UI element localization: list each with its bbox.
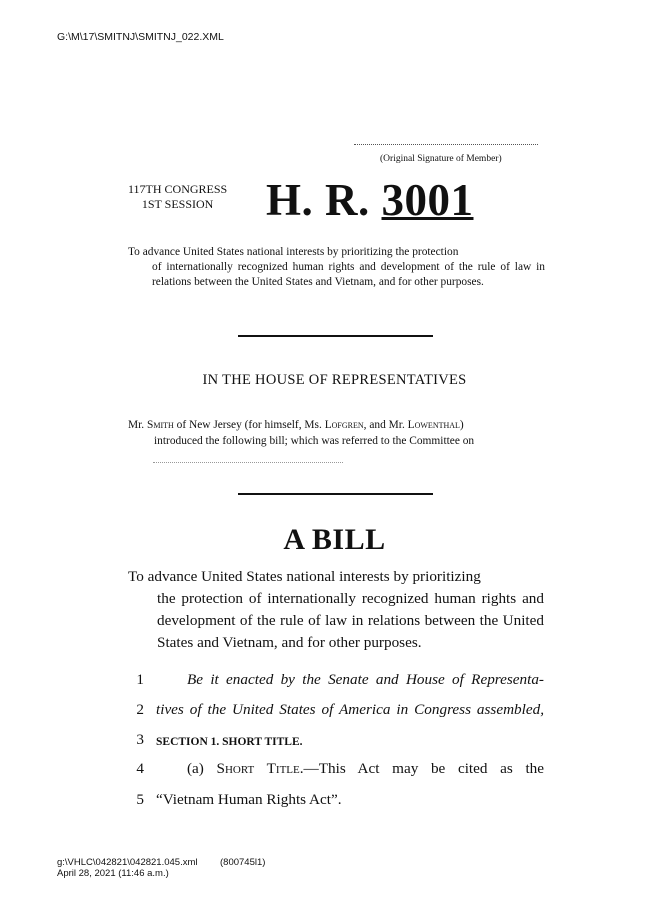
signature-label: (Original Signature of Member) xyxy=(380,154,502,164)
house-heading: IN THE HOUSE OF REPRESENTATIVES xyxy=(202,372,467,388)
bill-prefix: H. R. xyxy=(266,175,370,225)
congress-session-block xyxy=(128,182,227,212)
sponsor-name: Smith xyxy=(147,419,174,431)
cosponsor-name: Lowenthal xyxy=(407,419,460,431)
bill-purpose xyxy=(128,566,544,654)
footer-date: April 28, 2021 (11:46 a.m.) xyxy=(57,868,169,879)
caption-rest: of internationally recognized human rights and development of the rule of law in relations between the United States and Vietnam, and for other purposes. xyxy=(152,261,545,288)
footer-job-id: (800745l1) xyxy=(220,857,266,868)
committee-blank-line xyxy=(153,462,343,463)
caption-line-1: To advance United States national interests by prioritizing the protection xyxy=(128,246,459,258)
file-path-header: G:\M\17\SMITNJ\SMITNJ_022.XML xyxy=(57,31,224,43)
line-text: (a) Short Title.—This Act may be cited as the xyxy=(187,760,545,777)
line-number: 2 xyxy=(136,701,144,718)
divider-rule xyxy=(238,493,433,495)
section-heading: SECTION 1. SHORT TITLE. xyxy=(156,736,303,748)
bill-number-value: 3001 xyxy=(381,175,474,225)
line-text: tives of the United States of America in Congress assembled, xyxy=(156,701,544,718)
line-text: Be it enacted by the Senate and House of Representa- xyxy=(187,671,544,688)
intro-line-1: Mr. Smith of New Jersey (for himself, Ms. Lofgren, and Mr. Lowenthal) xyxy=(128,419,464,431)
line-number: 1 xyxy=(136,671,144,688)
line-number: 3 xyxy=(136,731,144,748)
bill-caption xyxy=(128,245,545,290)
line-text: “Vietnam Human Rights Act”. xyxy=(156,791,342,808)
introduction-paragraph xyxy=(128,417,545,449)
bill-number xyxy=(266,174,474,226)
footer-path: g:\VHLC\042821\042821.045.xml xyxy=(57,857,198,868)
footer xyxy=(57,857,266,879)
cosponsor-name: Lofgren xyxy=(324,419,364,431)
subsection-title: Short Title xyxy=(216,760,300,777)
signature-line xyxy=(354,144,538,145)
divider-rule xyxy=(238,335,433,337)
purpose-rest: the protection of internationally recognized human rights and development of the rule of law in relations between the United States and Vietnam, and for other purposes. xyxy=(157,590,544,651)
line-number: 4 xyxy=(136,760,144,777)
congress-label: 117TH CONGRESS xyxy=(128,182,228,196)
session-label: 1ST SESSION xyxy=(141,197,214,211)
intro-rest: introduced the following bill; which was referred to the Committee on xyxy=(154,435,475,447)
a-bill-heading: A BILL xyxy=(283,523,386,556)
purpose-line-1: To advance United States national interests by prioritizing xyxy=(128,568,481,585)
line-number: 5 xyxy=(136,791,144,808)
